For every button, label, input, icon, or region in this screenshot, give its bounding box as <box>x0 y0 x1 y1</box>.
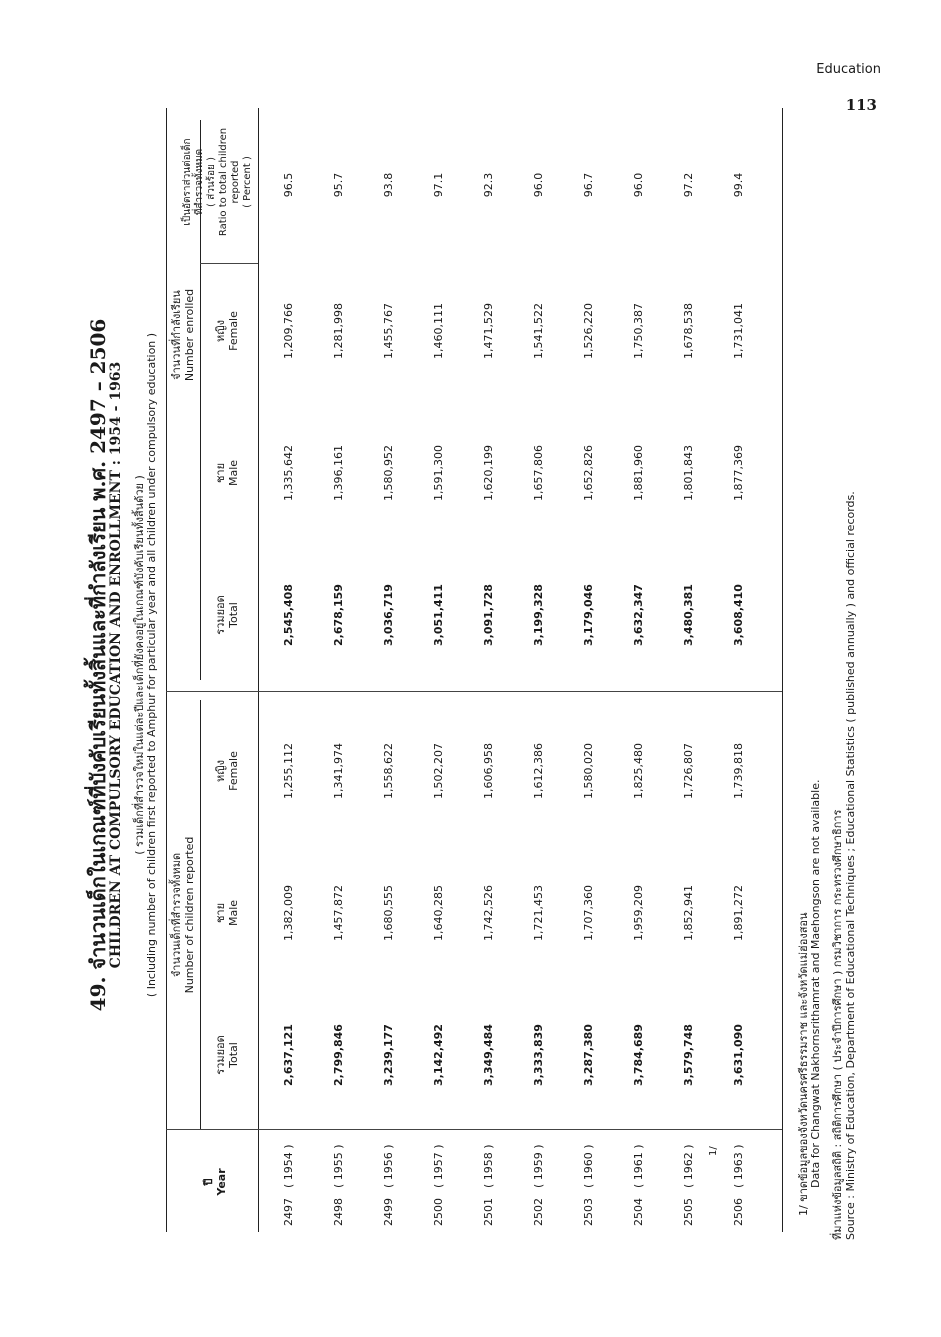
cell-enr-female: 1,541,522 <box>532 303 545 359</box>
cell-enr-male: 1,620,199 <box>482 445 495 501</box>
cell-rep-male: 1,707,360 <box>582 885 595 941</box>
cell-rep-female: 1,255,112 <box>282 743 295 799</box>
reported-group-rule <box>200 700 201 1130</box>
enrolled-group-th: จำนวนที่กำลังเรียน <box>170 290 183 380</box>
h-th: หญิง <box>214 760 227 782</box>
table-number: 49. <box>86 976 110 1012</box>
cell-rep-total: 2,637,121 <box>282 1024 295 1086</box>
h-th: รวมยอด <box>214 1035 227 1075</box>
footnote-marker: 1/ <box>708 1146 719 1156</box>
year-be: 2497 <box>282 1198 295 1226</box>
header-rep-male <box>214 848 240 978</box>
cell-rep-male: 1,640,285 <box>432 885 445 941</box>
cell-enr-male: 1,657,806 <box>532 445 545 501</box>
cell-rep-male: 1,852,941 <box>682 885 695 941</box>
cell-enr-female: 1,209,766 <box>282 303 295 359</box>
footnote-1-thai: 1/ ขาดข้อมูลของจังหวัดนครศรีธรรมราช และจังหวัดแม่ฮ่องสอน <box>797 912 810 1216</box>
year-be: 2506 <box>732 1198 745 1226</box>
year-ce: ( 1959 ) <box>532 1144 545 1188</box>
cell-enr-male: 1,877,369 <box>732 445 745 501</box>
h-th: ชาย <box>214 902 227 924</box>
year-be: 2498 <box>332 1198 345 1226</box>
cell-enr-total: 3,608,410 <box>732 584 745 646</box>
table-top-rule <box>166 108 167 1232</box>
cell-rep-total: 3,784,689 <box>632 1024 645 1086</box>
h-en: Male <box>227 899 240 927</box>
cell-rep-male: 1,891,272 <box>732 885 745 941</box>
cell-enr-total: 3,091,728 <box>482 584 495 646</box>
cell-ratio: 99.4 <box>732 172 745 198</box>
cell-enr-female: 1,281,998 <box>332 303 345 359</box>
cell-ratio: 96.0 <box>632 172 645 198</box>
h-en: Female <box>227 751 240 791</box>
cell-enr-female: 1,471,529 <box>482 303 495 359</box>
cell-enr-total: 3,199,328 <box>532 584 545 646</box>
cell-rep-total: 3,142,492 <box>432 1024 445 1086</box>
cell-rep-female: 1,726,807 <box>682 743 695 799</box>
year-be: 2503 <box>582 1198 595 1226</box>
header-rep-female <box>214 706 240 836</box>
cell-enr-total: 2,678,159 <box>332 584 345 646</box>
ratio-col-divider <box>200 263 258 264</box>
h-en: Total <box>227 1042 240 1068</box>
source-english: Source : Ministry of Education, Department of Educational Techniques ; Educational Statistics ( published annually ) and official records. <box>844 491 857 1240</box>
year-be: 2499 <box>382 1198 395 1226</box>
h-th: รวมยอด <box>214 595 227 635</box>
header-reported-group <box>170 700 196 1130</box>
cell-enr-female: 1,526,220 <box>582 303 595 359</box>
header-year-en: Year <box>215 1168 228 1196</box>
cell-ratio: 92.3 <box>482 172 495 198</box>
cell-rep-total: 3,239,177 <box>382 1024 395 1086</box>
year-ce: ( 1957 ) <box>432 1144 445 1188</box>
table-title-english: CHILDREN AT COMPULSORY EDUCATION AND ENROLLMENT : 1954 - 1963 <box>108 361 124 969</box>
cell-rep-total: 3,333,839 <box>532 1024 545 1086</box>
cell-enr-male: 1,335,642 <box>282 445 295 501</box>
table-bottom-rule <box>782 108 783 1232</box>
year-be: 2504 <box>632 1198 645 1226</box>
ratio-th2: ที่สำรวจทั้งหมด <box>194 148 205 216</box>
cell-rep-total: 3,349,484 <box>482 1024 495 1086</box>
year-ce: ( 1961 ) <box>632 1144 645 1188</box>
reported-group-th: จำนวนเด็กที่สำรวจทั้งหมด <box>170 852 183 978</box>
cell-rep-total: 3,631,090 <box>732 1024 745 1086</box>
header-enr-male <box>214 408 240 538</box>
year-ce: ( 1955 ) <box>332 1144 345 1188</box>
year-ce: ( 1963 ) <box>732 1144 745 1188</box>
cell-enr-total: 2,545,408 <box>282 584 295 646</box>
cell-ratio: 97.1 <box>432 172 445 198</box>
cell-ratio: 95.7 <box>332 172 345 198</box>
cell-ratio: 97.2 <box>682 172 695 198</box>
cell-enr-male: 1,881,960 <box>632 445 645 501</box>
cell-enr-male: 1,652,826 <box>582 445 595 501</box>
cell-rep-male: 1,959,209 <box>632 885 645 941</box>
cell-enr-female: 1,731,041 <box>732 303 745 359</box>
cell-enr-total: 3,632,347 <box>632 584 645 646</box>
cell-rep-male: 1,721,453 <box>532 885 545 941</box>
year-be: 2501 <box>482 1198 495 1226</box>
ratio-en3: ( Percent ) <box>242 156 253 208</box>
cell-rep-female: 1,612,386 <box>532 743 545 799</box>
cell-enr-male: 1,591,300 <box>432 445 445 501</box>
cell-rep-female: 1,580,020 <box>582 743 595 799</box>
h-th: ชาย <box>214 462 227 484</box>
cell-enr-male: 1,580,952 <box>382 445 395 501</box>
cell-ratio: 96.5 <box>282 172 295 198</box>
cell-rep-female: 1,502,207 <box>432 743 445 799</box>
year-be: 2500 <box>432 1198 445 1226</box>
table-note-english: ( Including number of children first reported to Amphur for particular year and all children under compulsory education ) <box>145 332 158 998</box>
cell-enr-total: 3,179,046 <box>582 584 595 646</box>
year-ce: ( 1956 ) <box>382 1144 395 1188</box>
group-divider <box>166 691 782 692</box>
header-enr-female <box>214 266 240 396</box>
cell-rep-male: 1,680,555 <box>382 885 395 941</box>
cell-rep-total: 2,799,846 <box>332 1024 345 1086</box>
cell-enr-total: 3,036,719 <box>382 584 395 646</box>
cell-enr-female: 1,455,767 <box>382 303 395 359</box>
title-thai-text: จำนวนเด็กในเกณฑ์ที่บังคับเรียนทั้งสิ้นและที่กำลังเรียน พ.ศ. 2497 – 2506 <box>86 318 110 970</box>
cell-enr-male: 1,396,161 <box>332 445 345 501</box>
cell-rep-male: 1,457,872 <box>332 885 345 941</box>
cell-rep-female: 1,739,818 <box>732 743 745 799</box>
table-note-thai: ( รวมเด็กที่สำรวจใหม่ในแต่ละปีและเด็กที่ยังคงอยู่ในเกณฑ์บังคับเรียนทั้งสิ้นด้วย ) <box>133 475 146 855</box>
cell-enr-total: 3,480,381 <box>682 584 695 646</box>
ratio-th1: เป็นอัตราส่วนต่อเด็ก <box>182 138 193 226</box>
header-year <box>202 1132 228 1232</box>
cell-rep-female: 1,825,480 <box>632 743 645 799</box>
year-be: 2502 <box>532 1198 545 1226</box>
cell-enr-male: 1,801,843 <box>682 445 695 501</box>
cell-rep-male: 1,742,526 <box>482 885 495 941</box>
ratio-en2: reported <box>230 160 241 204</box>
year-col-divider <box>166 1129 782 1130</box>
cell-rep-total: 3,579,748 <box>682 1024 695 1086</box>
year-ce: ( 1960 ) <box>582 1144 595 1188</box>
ratio-th3: ( ส่วนร้อย ) <box>206 157 217 207</box>
year-ce: ( 1954 ) <box>282 1144 295 1188</box>
footnote-1-english: Data for Changwat Nakhornsrithamrat and Maehongson are not available. <box>809 779 822 1188</box>
source-thai: ที่มาแห่งข้อมูลสถิติ : สถิติการศึกษา ( ประจำปีการศึกษา ) กรมวิชาการ กระทรวงศึกษาธิการ <box>831 809 844 1240</box>
h-th: หญิง <box>214 320 227 342</box>
header-rep-total <box>214 990 240 1120</box>
cell-rep-male: 1,382,009 <box>282 885 295 941</box>
ratio-en1: Ratio to total children <box>218 127 229 237</box>
h-en: Female <box>227 311 240 351</box>
header-year-th: ปี <box>202 1178 215 1186</box>
reported-group-en: Number of children reported <box>183 836 196 994</box>
section-header: Education <box>816 62 881 77</box>
cell-rep-female: 1,606,958 <box>482 743 495 799</box>
h-en: Total <box>227 602 240 628</box>
enrolled-group-en: Number enrolled <box>183 288 196 382</box>
cell-enr-female: 1,460,111 <box>432 303 445 359</box>
cell-enr-total: 3,051,411 <box>432 584 445 646</box>
header-enr-total <box>214 550 240 680</box>
year-ce: ( 1962 ) <box>682 1144 695 1188</box>
header-bottom-rule <box>258 108 259 1232</box>
cell-ratio: 96.0 <box>532 172 545 198</box>
cell-ratio: 93.8 <box>382 172 395 198</box>
cell-rep-total: 3,287,380 <box>582 1024 595 1086</box>
h-en: Male <box>227 459 240 487</box>
cell-rep-female: 1,341,974 <box>332 743 345 799</box>
cell-ratio: 96.7 <box>582 172 595 198</box>
year-ce: ( 1958 ) <box>482 1144 495 1188</box>
year-be: 2505 <box>682 1198 695 1226</box>
cell-enr-female: 1,678,538 <box>682 303 695 359</box>
cell-rep-female: 1,558,622 <box>382 743 395 799</box>
page-number: 113 <box>845 96 877 114</box>
header-ratio <box>182 102 254 262</box>
rotated-table-page <box>82 90 862 1240</box>
cell-enr-female: 1,750,387 <box>632 303 645 359</box>
